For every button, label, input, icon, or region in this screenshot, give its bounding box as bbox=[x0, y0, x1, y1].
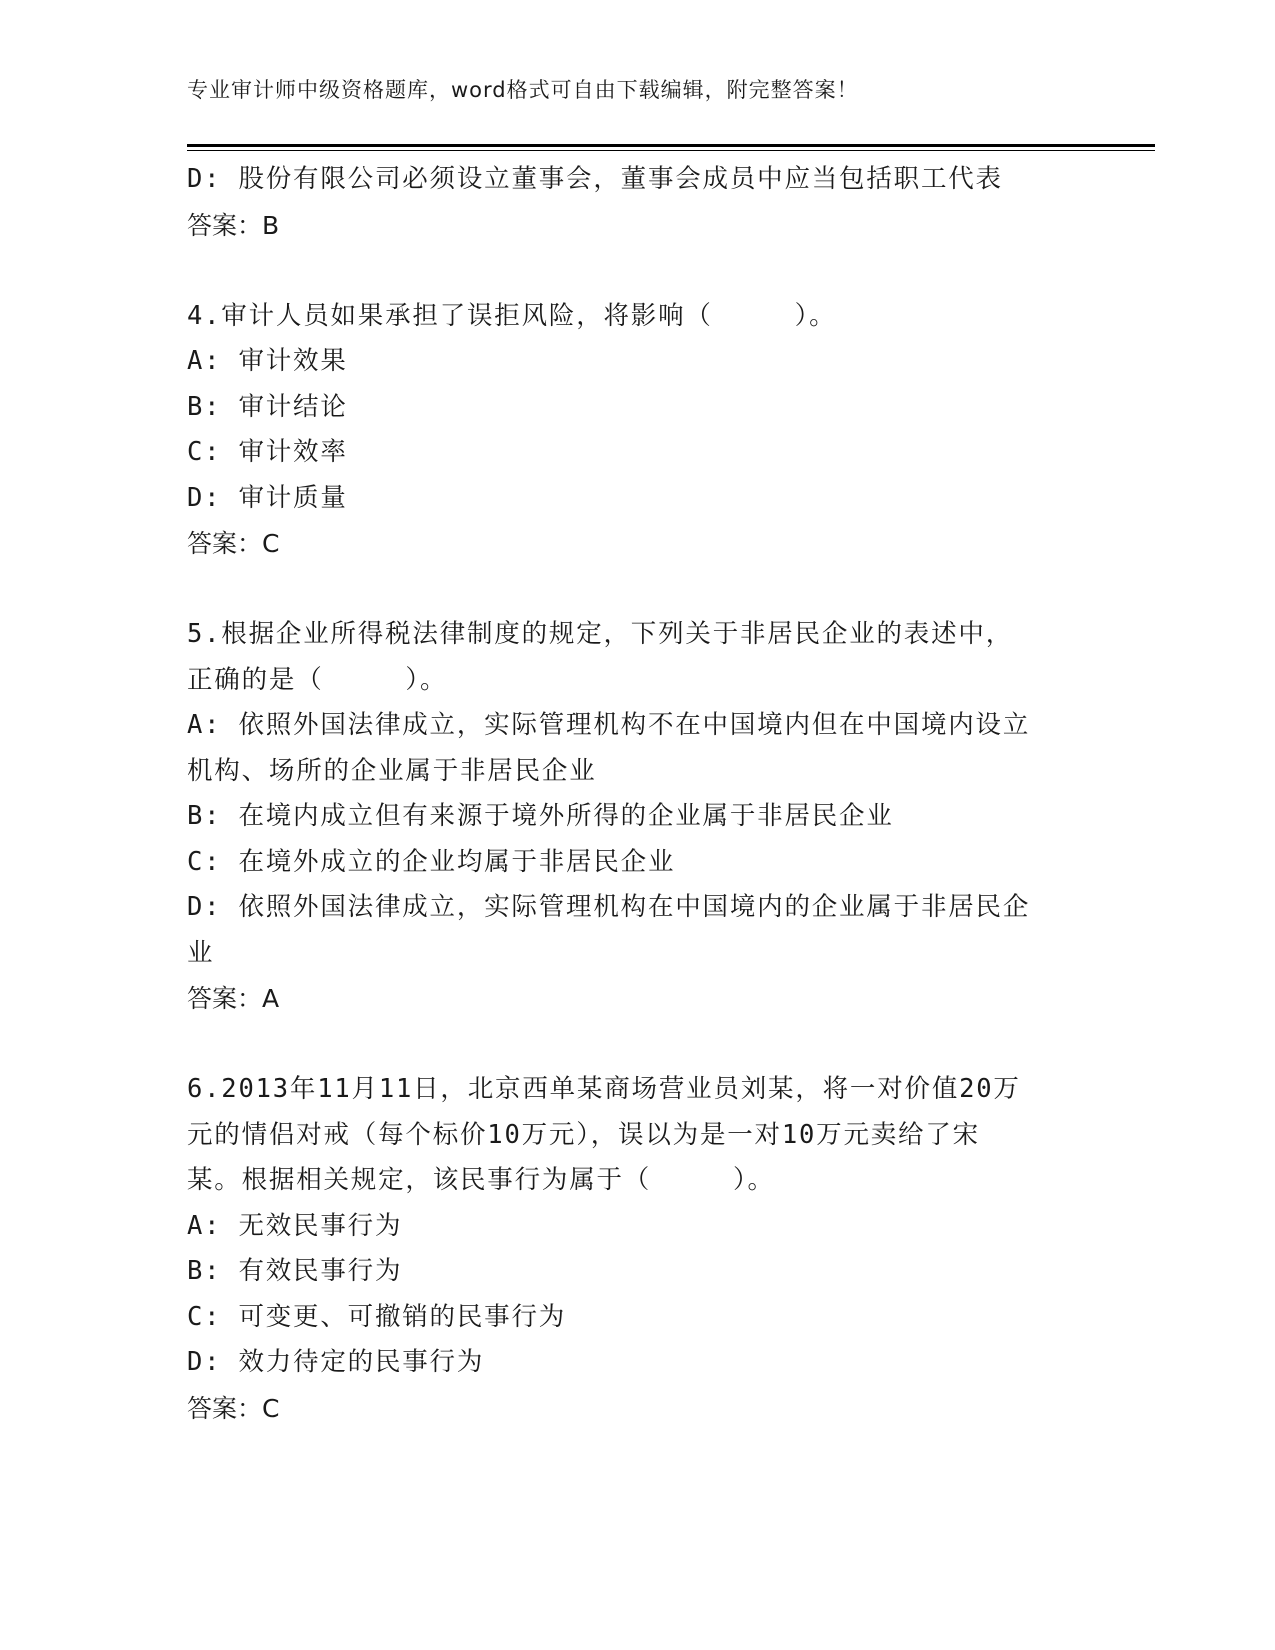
option-line: 业 bbox=[187, 937, 215, 968]
question-block bbox=[187, 157, 1087, 248]
spacer bbox=[187, 567, 1087, 613]
question-stem: 元的情侣对戒（每个标价10万元），误以为是一对10万元卖给了宋 bbox=[187, 1119, 980, 1150]
answer-line: 答案：C bbox=[187, 1393, 280, 1423]
question-block bbox=[187, 612, 1087, 1022]
answer-line: 答案：A bbox=[187, 984, 280, 1013]
page-header: 专业审计师中级资格题库，word格式可自由下载编辑，附完整答案！ bbox=[187, 78, 859, 102]
option-line: A: 无效民事行为 bbox=[187, 1210, 403, 1241]
header-rule-thin bbox=[187, 150, 1155, 151]
option-line: C: 审计效率 bbox=[187, 437, 348, 467]
option-line: D: 依照外国法律成立，实际管理机构在中国境内的企业属于非居民企 bbox=[187, 892, 1031, 922]
question-stem: 正确的是（ ）。 bbox=[187, 664, 448, 695]
option-line: D: 效力待定的民事行为 bbox=[187, 1347, 485, 1377]
question-stem: 4.审计人员如果承担了误拒风险，将影响（ ）。 bbox=[187, 300, 837, 331]
question-block bbox=[187, 1067, 1087, 1431]
option-line: A: 依照外国法律成立，实际管理机构不在中国境内但在中国境内设立 bbox=[187, 710, 1031, 740]
question-block bbox=[187, 294, 1087, 567]
question-stem: 5.根据企业所得税法律制度的规定，下列关于非居民企业的表述中， bbox=[187, 619, 1014, 649]
option-line: B: 审计结论 bbox=[187, 391, 348, 422]
spacer bbox=[187, 1022, 1087, 1068]
answer-line: 答案：B bbox=[187, 210, 280, 240]
option-line: C: 在境外成立的企业均属于非居民企业 bbox=[187, 846, 676, 877]
answer-line: 答案：C bbox=[187, 529, 280, 558]
question-stem: 某。根据相关规定，该民事行为属于（ ）。 bbox=[187, 1165, 775, 1195]
question-list bbox=[187, 157, 1087, 1431]
question-stem: 6.2013年11月11日，北京西单某商场营业员刘某，将一对价值20万 bbox=[187, 1074, 1021, 1104]
option-line: C: 可变更、可撤销的民事行为 bbox=[187, 1301, 567, 1332]
spacer bbox=[187, 248, 1087, 294]
option-line: D: 股份有限公司必须设立董事会，董事会成员中应当包括职工代表 bbox=[187, 164, 1003, 194]
option-line: B: 有效民事行为 bbox=[187, 1256, 403, 1286]
option-line: A: 审计效果 bbox=[187, 346, 348, 376]
header-rule-thick bbox=[187, 144, 1155, 147]
option-line: D: 审计质量 bbox=[187, 482, 348, 513]
option-line: 机构、场所的企业属于非居民企业 bbox=[187, 755, 597, 786]
option-line: B: 在境内成立但有来源于境外所得的企业属于非居民企业 bbox=[187, 801, 894, 831]
